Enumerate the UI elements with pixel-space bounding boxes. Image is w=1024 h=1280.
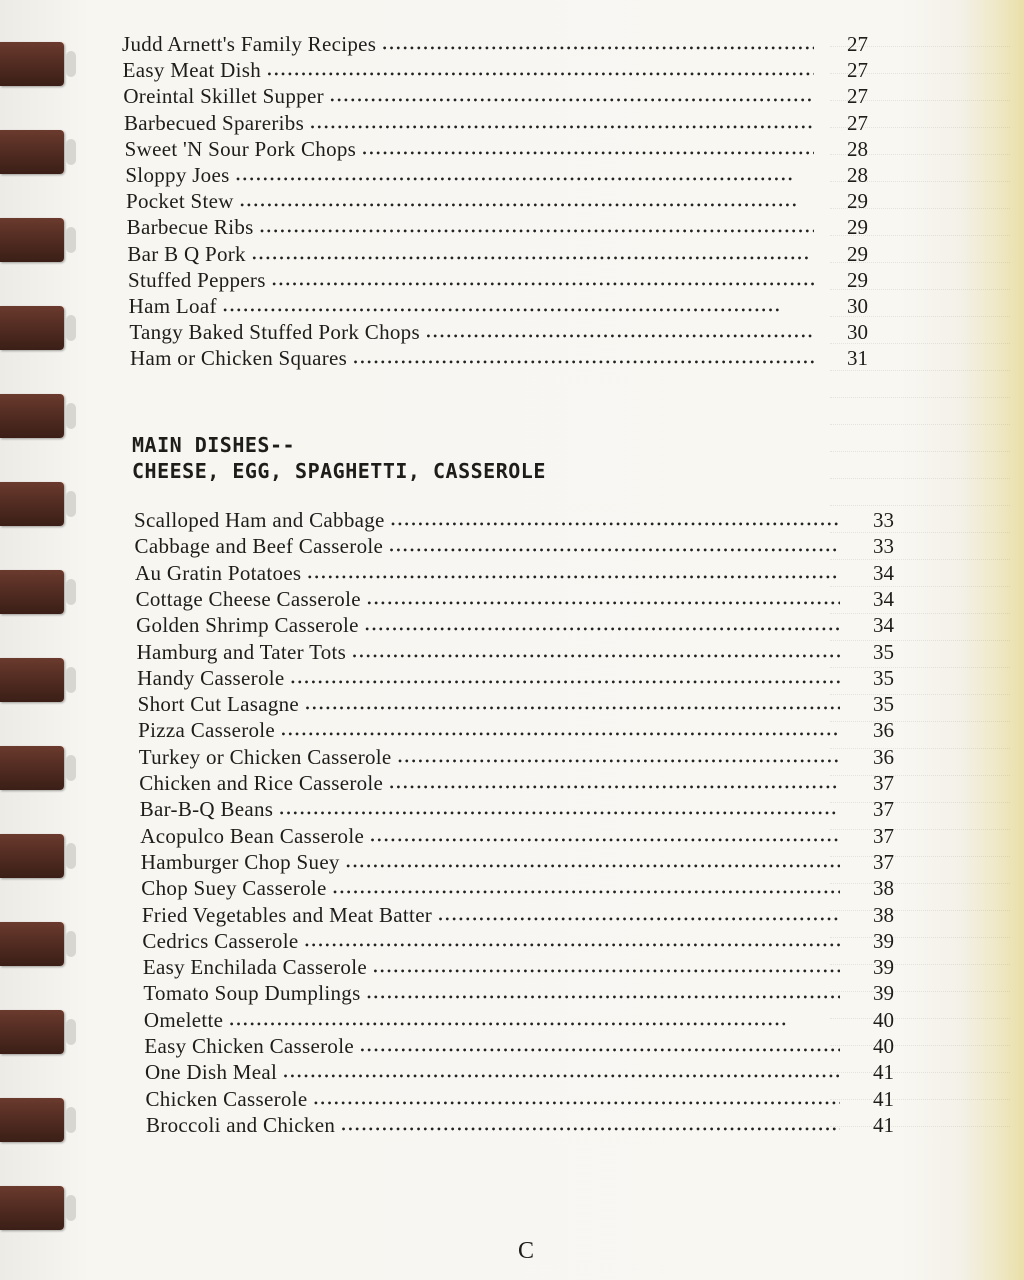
page-number: 33 — [873, 508, 894, 532]
toc-entry — [138, 692, 894, 717]
recipe-title: Tomato Soup Dumplings — [143, 981, 361, 1006]
recipe-title: Scalloped Ham and Cabbage — [134, 508, 385, 532]
toc-entry — [141, 850, 894, 875]
recipe-title: Easy Chicken Casserole — [144, 1034, 354, 1058]
page-number: 41 — [873, 1112, 894, 1137]
toc-entry — [139, 745, 894, 770]
page-number: 34 — [872, 613, 894, 638]
toc-entry — [123, 58, 868, 83]
recipe-title: Cedrics Casserole — [142, 928, 299, 953]
recipe-title: Fried Vegetables and Meat Batter — [141, 902, 433, 927]
page-number: 40 — [872, 1007, 894, 1032]
page-number: 39 — [872, 928, 894, 953]
page-number: 35 — [872, 665, 894, 690]
recipe-title: Handy Casserole — [137, 665, 285, 690]
recipe-title: Acopulco Bean Casserole — [140, 823, 365, 848]
dot-leader — [313, 1088, 840, 1111]
page-number: 39 — [872, 955, 894, 980]
page-number: 28 — [846, 136, 868, 161]
page-number: 29 — [847, 267, 868, 292]
page-number: 36 — [872, 718, 894, 743]
page-number: 27 — [847, 32, 868, 56]
dot-leader — [236, 164, 814, 187]
recipe-title: Ham or Chicken Squares — [130, 346, 348, 371]
page-number: 29 — [846, 215, 868, 240]
recipe-title: Ham Loaf — [128, 294, 217, 318]
dot-leader — [370, 825, 840, 848]
page-number: 41 — [872, 1086, 894, 1111]
dot-leader — [373, 956, 840, 979]
dot-leader — [229, 1009, 840, 1032]
toc-entry — [129, 320, 868, 345]
dot-leader — [391, 509, 840, 532]
toc-entry — [130, 346, 868, 371]
toc-entry — [137, 666, 894, 691]
toc-entry — [127, 242, 868, 267]
dot-leader — [330, 85, 814, 108]
recipe-title: Omelette — [143, 1007, 224, 1032]
toc-entry — [135, 534, 894, 559]
page-number: 29 — [846, 241, 868, 266]
toc-entry — [140, 824, 894, 849]
page-letter: C — [518, 1238, 535, 1264]
recipe-title: Easy Meat Dish — [122, 58, 261, 83]
page-number: 38 — [872, 876, 894, 901]
toc-entry — [139, 771, 894, 796]
recipe-title: Chicken Casserole — [145, 1086, 308, 1111]
page-number: 27 — [846, 84, 868, 109]
page-number: 40 — [872, 1034, 894, 1058]
toc-entry — [127, 215, 868, 240]
recipe-title: Hamburg and Tater Tots — [136, 639, 347, 664]
dot-leader — [281, 719, 840, 742]
toc-entry — [125, 137, 868, 162]
recipe-title: Bar B Q Pork — [127, 241, 246, 266]
recipe-title: Chop Suey Casserole — [141, 876, 327, 901]
dot-leader — [333, 877, 840, 900]
recipe-title: One Dish Meal — [144, 1060, 278, 1085]
recipe-title: Oreintal Skillet Supper — [123, 84, 324, 109]
page-number: 35 — [872, 639, 894, 664]
toc-entry — [144, 1034, 894, 1059]
page-number: 35 — [872, 692, 894, 717]
toc-entry — [135, 561, 894, 586]
page-number: 34 — [872, 586, 894, 611]
recipe-title: Hamburger Chop Suey — [140, 849, 340, 874]
recipe-title: Cottage Cheese Casserole — [135, 586, 361, 611]
dot-leader — [283, 1061, 840, 1084]
dot-leader — [305, 693, 840, 716]
recipe-title: Easy Enchilada Casserole — [142, 955, 367, 980]
toc-entry — [143, 955, 894, 980]
recipe-title: Au Gratin Potatoes — [135, 560, 302, 585]
recipe-title: Pizza Casserole — [138, 718, 276, 743]
recipe-title: Tangy Baked Stuffed Pork Chops — [129, 320, 420, 345]
page-number: 39 — [872, 981, 894, 1006]
page-number: 29 — [847, 189, 868, 214]
dot-leader — [367, 982, 840, 1005]
recipe-title: Barbecued Spareribs — [124, 110, 305, 135]
dot-leader — [389, 772, 840, 795]
toc-entry — [128, 268, 868, 293]
dot-leader — [346, 851, 840, 874]
dot-leader — [367, 588, 840, 611]
section-heading-line1: MAIN DISHES-- — [132, 433, 296, 457]
section-heading — [132, 432, 546, 484]
page-number: 30 — [846, 320, 868, 345]
dot-leader — [341, 1114, 840, 1137]
recipe-title: Short Cut Lasagne — [137, 692, 300, 717]
page-number: 38 — [872, 902, 894, 927]
recipe-title: Cabbage and Beef Casserole — [134, 534, 384, 559]
dot-leader — [310, 112, 814, 135]
dot-leader — [365, 614, 840, 637]
recipe-title: Bar-B-Q Beans — [139, 797, 274, 822]
toc-entry — [126, 189, 868, 214]
toc-entry — [142, 903, 894, 928]
page-number: 27 — [846, 58, 868, 83]
toc-entry — [138, 718, 894, 743]
toc-entry — [123, 84, 868, 109]
dot-leader — [353, 347, 814, 370]
toc-entry — [143, 981, 894, 1006]
dot-leader — [252, 243, 814, 266]
page-number: 37 — [872, 771, 894, 795]
dot-leader — [279, 798, 840, 821]
toc-entry — [146, 1113, 894, 1138]
dot-leader — [362, 138, 814, 161]
toc-entry — [144, 1008, 894, 1033]
recipe-title: Turkey or Chicken Casserole — [138, 744, 392, 769]
recipe-title: Chicken and Rice Casserole — [139, 771, 384, 795]
dot-leader — [352, 641, 840, 664]
recipe-title: Pocket Stew — [126, 189, 234, 214]
dot-leader — [272, 269, 814, 292]
toc-entry — [125, 163, 868, 188]
page-number: 37 — [872, 797, 894, 822]
page-number: 36 — [872, 744, 894, 769]
dot-leader — [360, 1035, 840, 1058]
dot-leader — [398, 746, 840, 769]
toc-entry — [145, 1060, 894, 1085]
recipe-title: Sweet 'N Sour Pork Chops — [124, 136, 357, 161]
dot-leader — [291, 667, 840, 690]
toc-entry — [142, 929, 894, 954]
page-number: 33 — [872, 534, 894, 559]
dot-leader — [240, 190, 814, 213]
page-number: 37 — [872, 849, 894, 874]
dot-leader — [389, 535, 840, 558]
toc-entry — [122, 32, 868, 57]
dot-leader — [267, 59, 814, 82]
dot-leader — [260, 216, 814, 239]
page-number: 37 — [872, 823, 894, 848]
toc-entry — [134, 508, 894, 533]
toc-entry — [129, 294, 868, 319]
page-number: 27 — [847, 110, 868, 135]
recipe-title: Judd Arnett's Family Recipes — [122, 32, 377, 56]
toc-entry — [145, 1087, 894, 1112]
recipe-title: Barbecue Ribs — [126, 215, 254, 240]
toc-entry — [136, 587, 894, 612]
toc-entry — [137, 640, 894, 665]
dot-leader — [438, 904, 840, 927]
dot-leader — [426, 321, 814, 344]
section-heading-line2: CHEESE, EGG, SPAGHETTI, CASSEROLE — [132, 459, 546, 483]
page-number: 28 — [846, 163, 868, 187]
page-number: 31 — [847, 346, 868, 371]
toc-entry — [140, 797, 894, 822]
toc-entry — [124, 111, 868, 136]
recipe-title: Golden Shrimp Casserole — [136, 613, 359, 638]
dot-leader — [307, 562, 840, 585]
page-number: 34 — [872, 560, 894, 585]
toc-entry — [136, 613, 894, 638]
recipe-title: Sloppy Joes — [125, 163, 230, 187]
recipe-title: Stuffed Peppers — [128, 267, 266, 292]
recipe-title: Broccoli and Chicken — [146, 1112, 336, 1137]
dot-leader — [223, 295, 814, 318]
page-number: 30 — [846, 294, 868, 318]
dot-leader — [382, 33, 814, 56]
toc-entry — [141, 876, 894, 901]
dot-leader — [304, 930, 840, 953]
page-number: 41 — [872, 1060, 894, 1085]
